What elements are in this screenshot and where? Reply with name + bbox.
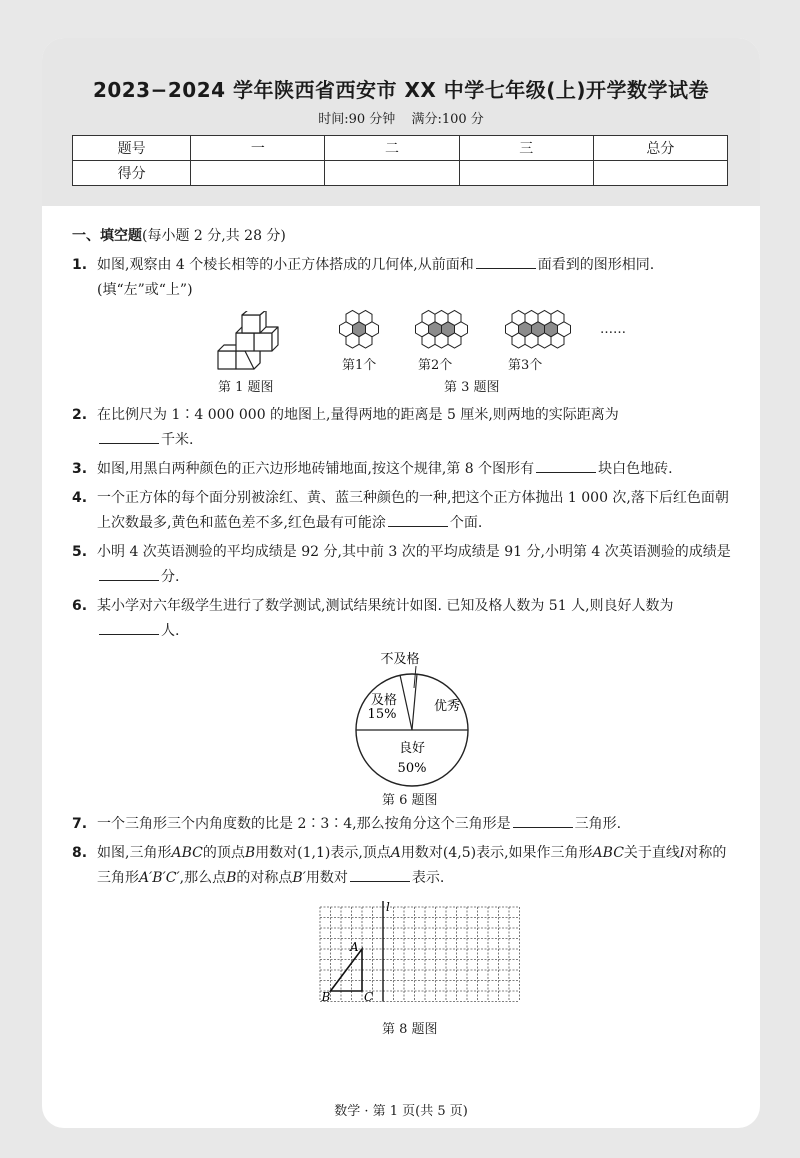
question-content (72, 224, 732, 1039)
answer-blank (513, 813, 573, 828)
white-tile (538, 333, 551, 348)
score-cell (325, 161, 459, 186)
question-number: 3. (72, 461, 88, 477)
question-text: 如图,观察由 4 个棱长相等的小正方体搭成的几何体,从前面和 (97, 257, 474, 273)
question-text: 面看到的图形相同. (填“左”或“上”) (97, 257, 655, 298)
question-3 (72, 457, 732, 482)
answer-blank (476, 254, 536, 269)
question-text: 用数对(1,1)表示,顶点 (255, 845, 391, 861)
question-number: 4. (72, 490, 88, 506)
question-text: 块白色地砖. (598, 461, 673, 477)
question-text: 千米. (161, 432, 194, 448)
score-cell (593, 161, 727, 186)
question-text: 在比例尺为 1∶4 000 000 的地图上,量得两地的距离是 5 厘米,则两地的实际距离为 (97, 407, 619, 423)
question-text: 表示. (411, 870, 445, 886)
grid-figure-wrap (72, 899, 732, 1039)
figure-caption: 第 3 题图 (444, 380, 500, 395)
question-text: 小明 4 次英语测验的平均成绩是 92 分,其中前 3 次的平均成绩是 91 分,小明第 4 次英语测验的成绩是 (97, 544, 731, 560)
question-text: 某小学对六年级学生进行了数学测试,测试结果统计如图. 已知及格人数为 51 人,则良好人数为 (97, 598, 674, 614)
pie-label-fail: 不及格 (380, 652, 420, 667)
answer-blank (536, 458, 596, 473)
answer-blank (99, 620, 159, 635)
grid-label-c: C (364, 990, 374, 1004)
question-number: 7. (72, 816, 88, 832)
page-footer: 数学 · 第 1 页(共 5 页) (334, 1104, 468, 1119)
question-text: 一个三角形三个内角度数的比是 2∶3∶4,那么按角分这个三角形是 (97, 816, 511, 832)
score-header-cell: 二 (325, 136, 459, 161)
question-number: 5. (72, 544, 88, 560)
question-text: 对称的三角形 (97, 845, 727, 886)
question-text: 的对称点 (236, 870, 293, 886)
question-text: 一个正方体的每个面分别被涂红、黄、蓝三种颜色的一种,把这个正方体抛出 1 000 次,落下后红色面朝上次数最多,黄色和蓝色差不多,红色最有可能涂 (97, 490, 729, 531)
question-number: 2. (72, 407, 88, 423)
coordinate-grid (312, 899, 532, 1009)
exam-full-score: 满分:100 分 (411, 112, 484, 127)
answer-blank (99, 566, 159, 581)
hex-figure-label-3: 第3个 (508, 358, 543, 373)
question-6 (72, 594, 732, 644)
white-tile (448, 333, 461, 348)
exam-time: 时间:90 分钟 (318, 112, 396, 127)
pie-figure-wrap (72, 648, 732, 808)
figure-row-1-3 (72, 309, 732, 397)
pie-label-excellent: 优秀 (433, 699, 461, 714)
pie-label-good-pct: 50% (397, 761, 427, 776)
white-tile (525, 333, 538, 348)
score-cell (191, 161, 325, 186)
grid-label-a: A (350, 940, 359, 954)
math-var: ABC (592, 845, 624, 861)
white-tile (551, 333, 564, 348)
question-text: 的顶点 (202, 845, 245, 861)
answer-blank (388, 512, 448, 527)
hex-figure-label-2: 第2个 (418, 358, 453, 373)
white-tile (512, 333, 525, 348)
question-text: ,那么点 (179, 870, 227, 886)
question-8 (72, 841, 732, 891)
section-heading (72, 224, 732, 249)
pie-label-pass-pct: 15% (367, 707, 397, 722)
question-text: 如图,三角形 (97, 845, 172, 861)
hex-figure-ellipsis: …… (600, 322, 626, 337)
question-4 (72, 486, 732, 536)
question-text: 分. (161, 569, 180, 585)
math-var: B (226, 870, 237, 886)
question-number: 6. (72, 598, 88, 614)
white-tile (422, 333, 435, 348)
score-table-score-row (73, 161, 728, 186)
answer-blank (350, 867, 410, 882)
math-var: A′B′C′ (139, 870, 180, 886)
math-var: A (390, 845, 401, 861)
pie-label-pass: 及格 (370, 693, 398, 708)
score-header-cell: 三 (459, 136, 593, 161)
question-text: 关于直线 (623, 845, 680, 861)
hex-figure-label-1: 第1个 (342, 358, 377, 373)
score-row-label: 得分 (73, 161, 191, 186)
question-5 (72, 540, 732, 590)
figure-caption: 第 6 题图 (382, 793, 438, 808)
score-table-header-row (73, 136, 728, 161)
pie-label-good: 良好 (398, 741, 426, 756)
figure-caption: 第 1 题图 (218, 380, 274, 395)
white-tile (435, 333, 448, 348)
question-text: 用数对(4,5)表示,如果作三角形 (400, 845, 593, 861)
white-tile (359, 333, 372, 348)
question-number: 8. (72, 845, 88, 861)
question-text: 人. (161, 623, 180, 639)
exam-subtitle (42, 108, 760, 127)
score-header-cell: 一 (191, 136, 325, 161)
question-number: 1. (72, 257, 88, 273)
score-header-cell: 总分 (593, 136, 727, 161)
question-text: 个面. (449, 515, 483, 531)
question-7 (72, 812, 732, 837)
grid-label-b: B (321, 990, 331, 1004)
section-title: 一、填空题 (72, 228, 142, 244)
grid-label-l: l (386, 900, 390, 914)
white-tile (346, 333, 359, 348)
section-note: (每小题 2 分,共 28 分) (142, 228, 286, 244)
cube-figure (214, 311, 284, 373)
math-var: l (679, 845, 685, 861)
math-var: B (244, 845, 256, 861)
question-text: 三角形. (574, 816, 622, 832)
question-1 (72, 253, 732, 303)
score-cell (459, 161, 593, 186)
answer-blank (99, 429, 159, 444)
exam-title: 2023−2024 学年陕西省西安市 XX 中学七年级(上)开学数学试卷 (92, 78, 710, 102)
math-var: B′ (292, 870, 306, 886)
score-header-cell: 题号 (73, 136, 191, 161)
question-text: 用数对 (305, 870, 348, 886)
figure-caption: 第 8 题图 (382, 1022, 438, 1037)
pie-chart (342, 648, 492, 788)
question-2 (72, 403, 732, 453)
question-text: 如图,用黑白两种颜色的正六边形地砖铺地面,按这个规律,第 8 个图形有 (97, 461, 535, 477)
score-table (72, 135, 728, 186)
exam-page (42, 38, 760, 1128)
math-var: ABC (171, 845, 203, 861)
